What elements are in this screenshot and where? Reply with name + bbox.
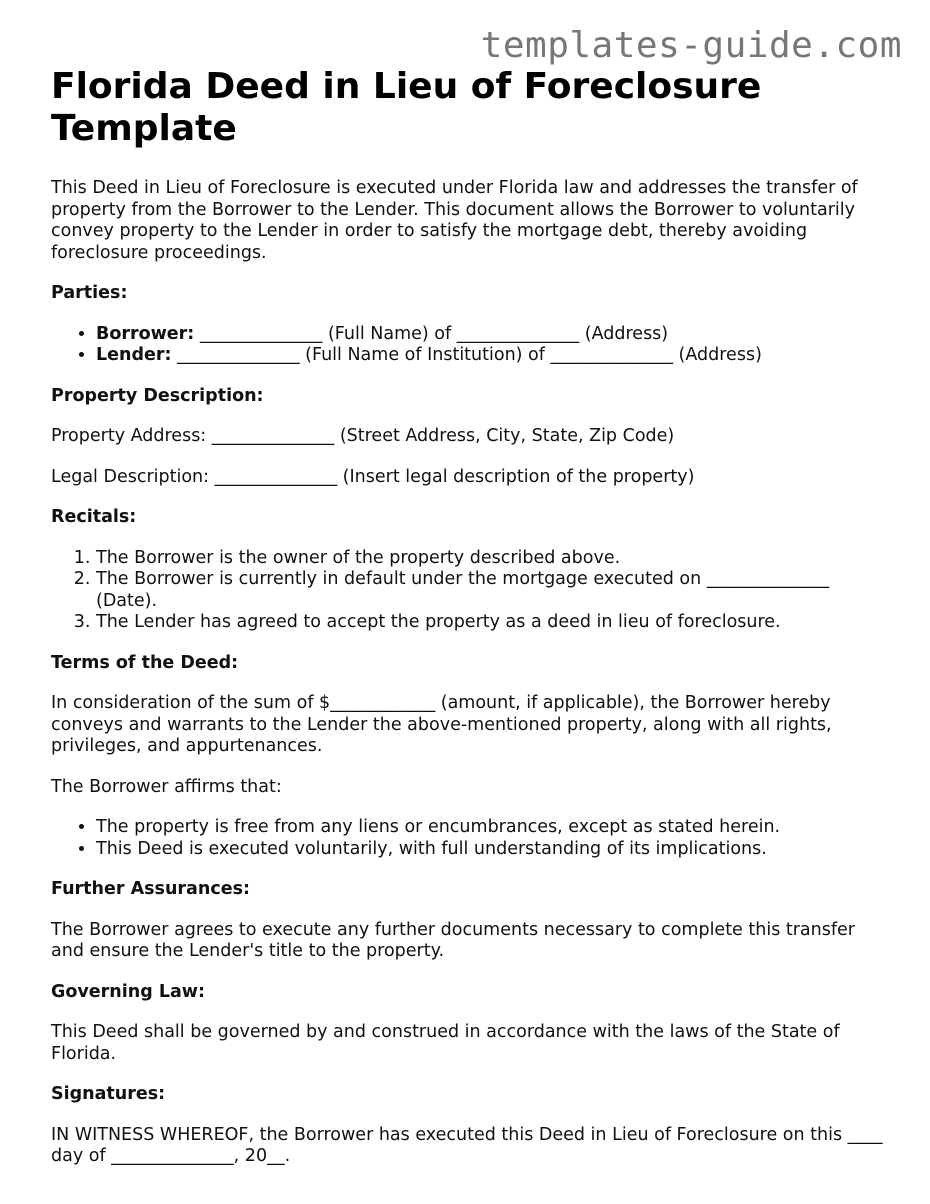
list-item: • The property is free from any liens or encumbrances, except as stated herein. — [96, 817, 891, 839]
lender-text: ______________ (Full Name of Institution) of ______________ (Address) — [177, 345, 762, 365]
affirms-paragraph: The Borrower affirms that: — [51, 776, 282, 797]
parties-list — [51, 324, 891, 367]
list-item: 1. The Borrower is the owner of the property described above. — [96, 548, 891, 570]
borrower-text: ______________ (Full Name) of ______________ (Address) — [199, 323, 669, 344]
recitals-list — [51, 548, 891, 634]
list-item: 3. The Lender has agreed to accept the property as a deed in lieu of foreclosure. — [96, 612, 891, 634]
list-item: 2. The Borrower is currently in default under the mortgage executed on ______________ (Date). — [96, 569, 891, 612]
borrower-label: Borrower: — [96, 323, 195, 344]
terms-heading: Terms of the Deed: — [51, 652, 239, 673]
assurances-heading: Further Assurances: — [51, 879, 250, 899]
parties-heading: Parties: — [51, 283, 128, 303]
list-item: • This Deed is executed voluntarily, with full understanding of its implications. — [96, 839, 891, 861]
property-heading: Property Description: — [51, 385, 264, 406]
signatures-paragraph: IN WITNESS WHEREOF, the Borrower has executed this Deed in Lieu of Foreclosure on this ____ day of ______________, 20__. — [51, 1124, 883, 1166]
recitals-heading: Recitals: — [51, 507, 137, 527]
governing-paragraph: This Deed shall be governed by and construed in accordance with the laws of the State of Florida. — [51, 1022, 840, 1064]
property-address: Property Address: ______________ (Street Address, City, State, Zip Code) — [51, 426, 675, 446]
terms-paragraph: In consideration of the sum of $____________ (amount, if applicable), the Borrower hereby conveys and warrants to the Lender the above-mentioned property, along with all rights, privileges, and appurtenances. — [51, 693, 832, 756]
legal-description: Legal Description: ______________ (Insert legal description of the property) — [51, 466, 695, 487]
list-item-lender — [96, 345, 891, 367]
lender-label: Lender: — [96, 345, 172, 365]
assurances-paragraph: The Borrower agrees to execute any further documents necessary to complete this transfer and ensure the Lender's title to the property. — [51, 919, 855, 961]
watermark: templates-guide.com — [480, 25, 902, 66]
document-body — [51, 66, 891, 1187]
governing-heading: Governing Law: — [51, 981, 205, 1002]
list-item-borrower — [96, 324, 891, 346]
signatures-heading: Signatures: — [51, 1084, 166, 1104]
affirms-list — [51, 817, 891, 860]
intro-paragraph: This Deed in Lieu of Foreclosure is executed under Florida law and addresses the transfer of property from the Borrower to the Lender. This document allows the Borrower to voluntarily convey property to the Lender in order to satisfy the mortgage debt, thereby avoiding foreclosure proceedings. — [51, 178, 858, 263]
page-title: Florida Deed in Lieu of Foreclosure Template — [51, 66, 762, 149]
